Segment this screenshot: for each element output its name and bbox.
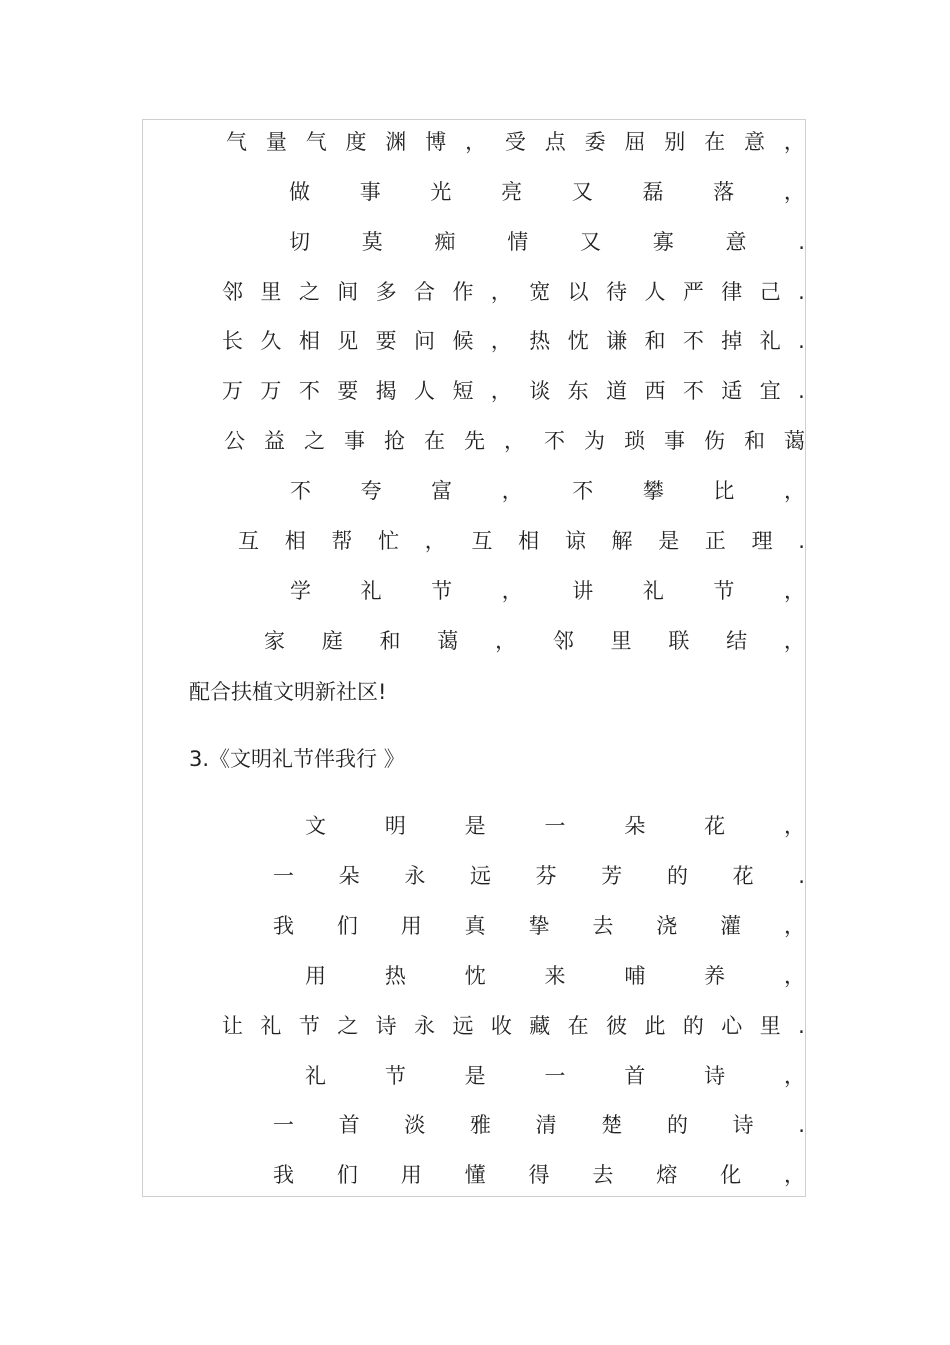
- poem-char: 益: [264, 429, 285, 453]
- poem-char: 邻: [552, 629, 574, 653]
- poem-char: 宽: [529, 280, 551, 304]
- poem-char: 一: [273, 1113, 294, 1137]
- poem-char: 不: [682, 329, 704, 353]
- poem-char: ，: [783, 479, 805, 503]
- poem-char: 芬: [535, 864, 557, 888]
- poem-char: 挚: [528, 914, 550, 938]
- poem-char: .: [798, 864, 805, 888]
- poem-char: ，: [501, 579, 523, 603]
- poem-char: 意: [725, 230, 747, 254]
- poem-char: 我: [273, 1163, 294, 1187]
- poem-two-line: [222, 326, 805, 356]
- poem-char: 要: [337, 379, 359, 403]
- poem-char: 帮: [331, 529, 353, 553]
- poem-two-line: [222, 376, 805, 406]
- poem-char: 作: [452, 280, 474, 304]
- poem-char: 是: [464, 814, 486, 838]
- poem-char: 远: [452, 1014, 474, 1038]
- poem-char: 西: [644, 379, 666, 403]
- poem-char: 为: [584, 429, 605, 453]
- poem-char: .: [798, 230, 805, 254]
- poem-char: 受: [504, 130, 526, 154]
- poem-char: 花: [732, 864, 754, 888]
- poem-char: 去: [592, 1163, 614, 1187]
- poem-char: 气: [226, 130, 247, 154]
- poem-two-line: [289, 177, 805, 207]
- poem-char: 热: [529, 329, 551, 353]
- poem-char: 家: [264, 629, 285, 653]
- poem-char: 气: [305, 130, 327, 154]
- poem-char: 以: [567, 280, 589, 304]
- poem-char: 不: [572, 479, 594, 503]
- poem-char: 节: [298, 1014, 320, 1038]
- poem-two-line: [289, 227, 805, 257]
- poem-three-line: [273, 1160, 805, 1190]
- poem-char: 度: [345, 130, 367, 154]
- poem-char: 学: [290, 579, 311, 603]
- poem-char: 莫: [361, 230, 383, 254]
- poem-char: 理: [751, 529, 773, 553]
- poem-char: 忱: [567, 329, 589, 353]
- poem-char: 问: [414, 329, 436, 353]
- poem-char: 庭: [321, 629, 343, 653]
- poem-char: 人: [644, 280, 666, 304]
- poem-char: 谅: [564, 529, 586, 553]
- poem-char: 之: [304, 429, 325, 453]
- poem-char: ，: [783, 629, 805, 653]
- poem-char: 一: [273, 864, 294, 888]
- poem-char: 又: [580, 230, 601, 254]
- poem-char: 伤: [704, 429, 725, 453]
- poem-char: 短: [452, 379, 474, 403]
- poem-char: 文: [305, 814, 326, 838]
- poem-char: 得: [528, 1163, 550, 1187]
- poem-three-line: [222, 1011, 805, 1041]
- poem-char: 首: [624, 1064, 646, 1088]
- poem-char: 忱: [464, 964, 486, 988]
- poem-char: 节: [384, 1064, 406, 1088]
- poem-char: 永: [414, 1014, 436, 1038]
- poem-char: 见: [337, 329, 359, 353]
- poem-char: .: [798, 1014, 805, 1038]
- poem-char: 长: [222, 329, 243, 353]
- poem-char: 远: [469, 864, 491, 888]
- poem-char: .: [798, 529, 805, 553]
- poem-char: 和: [644, 329, 666, 353]
- poem-char: 意: [743, 130, 765, 154]
- poem-char: ，: [783, 130, 805, 154]
- poem-char: 是: [658, 529, 680, 553]
- poem-char: 在: [704, 130, 726, 154]
- poem-char: 在: [567, 1014, 589, 1038]
- poem-three-line: [305, 1061, 805, 1091]
- poem-char: 东: [567, 379, 589, 403]
- poem-char: 间: [337, 280, 359, 304]
- poem-char: 相: [298, 329, 320, 353]
- poem-char: 痴: [434, 230, 456, 254]
- poem-char: 雅: [469, 1113, 491, 1137]
- poem-char: 此: [644, 1014, 666, 1038]
- poem-three-line: [273, 861, 805, 891]
- poem-char: 养: [704, 964, 726, 988]
- poem-char: 礼: [642, 579, 664, 603]
- poem-char: 比: [713, 479, 735, 503]
- poem-char: 的: [682, 1014, 704, 1038]
- poem-char: .: [798, 1113, 805, 1137]
- poem-char: 相: [518, 529, 540, 553]
- poem-char: 楚: [601, 1113, 623, 1137]
- poem-char: 和: [379, 629, 401, 653]
- poem-char: 公: [224, 429, 245, 453]
- poem-char: ，: [490, 379, 512, 403]
- poem-char: 点: [544, 130, 566, 154]
- poem-char: 富: [431, 479, 453, 503]
- poem-char: ，: [783, 180, 805, 204]
- poem-char: 亮: [501, 180, 523, 204]
- poem-char: 一: [544, 1064, 566, 1088]
- poem-char: ，: [465, 130, 487, 154]
- poem-char: 揭: [375, 379, 397, 403]
- poem-char: 哺: [624, 964, 646, 988]
- poem-char: 合: [414, 280, 436, 304]
- poem-char: 蔼: [437, 629, 459, 653]
- poem-char: 节: [713, 579, 735, 603]
- poem-char: 懂: [464, 1163, 486, 1187]
- poem-three-line: [273, 911, 805, 941]
- poem-char: 收: [490, 1014, 512, 1038]
- poem-char: ，: [501, 479, 523, 503]
- poem-char: 道: [606, 379, 628, 403]
- poem-char: 在: [424, 429, 445, 453]
- poem-char: 彼: [606, 1014, 628, 1038]
- poem-char: 落: [713, 180, 735, 204]
- poem-char: 互: [238, 529, 259, 553]
- poem-char: 去: [592, 914, 614, 938]
- poem-char: 我: [273, 914, 294, 938]
- poem-char: 己: [759, 280, 781, 304]
- poem-char: 事: [664, 429, 685, 453]
- poem-char: ，: [504, 429, 525, 453]
- poem-char: ，: [783, 814, 805, 838]
- poem-char: 磊: [642, 180, 664, 204]
- poem-char: 的: [666, 1113, 688, 1137]
- poem-char: 掉: [721, 329, 743, 353]
- poem-char: 万: [222, 379, 243, 403]
- poem-char: 里: [610, 629, 632, 653]
- poem-char: 解: [611, 529, 633, 553]
- poem-two-closing-line: 配合扶植文明新社区!: [189, 680, 387, 704]
- poem-char: 别: [664, 130, 686, 154]
- poem-char: 相: [284, 529, 306, 553]
- poem-char: 是: [464, 1064, 486, 1088]
- poem-two-line: [224, 426, 805, 456]
- poem-char: 不: [682, 379, 704, 403]
- poem-char: 琐: [624, 429, 645, 453]
- poem-char: 多: [375, 280, 397, 304]
- poem-char: 事: [359, 180, 381, 204]
- poem-char: 里: [260, 280, 282, 304]
- poem-char: 永: [404, 864, 426, 888]
- poem-char: 朵: [338, 864, 360, 888]
- poem-char: 之: [298, 280, 320, 304]
- poem-three-line: [305, 811, 805, 841]
- poem-char: 灌: [720, 914, 742, 938]
- poem-char: 渊: [385, 130, 407, 154]
- poem-char: .: [798, 329, 805, 353]
- poem-char: 一: [544, 814, 566, 838]
- poem-char: ，: [495, 629, 517, 653]
- poem-char: 明: [384, 814, 406, 838]
- poem-char: 夸: [360, 479, 382, 503]
- poem-char: 寡: [652, 230, 674, 254]
- poem-char: 待: [606, 280, 628, 304]
- poem-char: 先: [464, 429, 485, 453]
- poem-char: 用: [400, 1163, 422, 1187]
- poem-char: 来: [544, 964, 566, 988]
- poem-char: 诗: [732, 1113, 754, 1137]
- poem-char: 做: [289, 180, 310, 204]
- poem-three-line: [305, 961, 805, 991]
- poem-char: 芳: [601, 864, 623, 888]
- poem-two-line: [226, 127, 805, 157]
- poem-char: 蔼: [784, 429, 805, 453]
- poem-char: 光: [430, 180, 452, 204]
- poem-char: 严: [682, 280, 704, 304]
- poem-char: 攀: [642, 479, 664, 503]
- poem-char: 又: [571, 180, 593, 204]
- poem-char: 让: [222, 1014, 243, 1038]
- poem-char: 用: [400, 914, 422, 938]
- poem-char: 讲: [572, 579, 594, 603]
- poem-two-line: [222, 277, 805, 307]
- poem-char: 藏: [529, 1014, 551, 1038]
- poem-two-line: [238, 526, 805, 556]
- poem-char: 节: [431, 579, 453, 603]
- poem-char: 情: [507, 230, 529, 254]
- poem-char: 不: [290, 479, 311, 503]
- poem-char: 久: [260, 329, 282, 353]
- poem-char: 博: [425, 130, 447, 154]
- poem-char: 真: [464, 914, 486, 938]
- poem-char: 候: [452, 329, 474, 353]
- poem-char: 万: [260, 379, 282, 403]
- poem-char: 抢: [384, 429, 405, 453]
- poem-char: .: [798, 379, 805, 403]
- poem-char: 礼: [360, 579, 382, 603]
- poem-char: 礼: [305, 1064, 326, 1088]
- poem-char: ，: [490, 280, 512, 304]
- poem-char: 熔: [656, 1163, 678, 1187]
- poem-char: 淡: [404, 1113, 426, 1137]
- poem-char: 谈: [529, 379, 551, 403]
- poem-char: 们: [336, 914, 358, 938]
- poem-char: ，: [424, 529, 446, 553]
- poem-char: 用: [305, 964, 326, 988]
- poem-char: ，: [490, 329, 512, 353]
- poem-char: 热: [384, 964, 406, 988]
- poem-char: ，: [783, 964, 805, 988]
- poem-two-line: [290, 476, 805, 506]
- poem-char: 们: [336, 1163, 358, 1187]
- poem-char: 诗: [375, 1014, 397, 1038]
- poem-char: 浇: [656, 914, 678, 938]
- poem-char: 首: [338, 1113, 360, 1137]
- poem-char: 适: [721, 379, 743, 403]
- poem-char: 要: [375, 329, 397, 353]
- poem-char: 正: [704, 529, 726, 553]
- poem-char: 不: [544, 429, 565, 453]
- poem-two-line: [290, 576, 805, 606]
- poem-char: 谦: [606, 329, 628, 353]
- poem-two-line: [264, 626, 805, 656]
- poem-char: 邻: [222, 280, 243, 304]
- poem-three-line: [273, 1110, 805, 1140]
- poem-char: 量: [265, 130, 287, 154]
- poem-three-heading: 3.《文明礼节伴我行 》: [189, 747, 405, 771]
- poem-char: 之: [337, 1014, 359, 1038]
- poem-char: 里: [759, 1014, 781, 1038]
- poem-char: 委: [584, 130, 606, 154]
- poem-char: 律: [721, 280, 743, 304]
- poem-char: 切: [289, 230, 310, 254]
- poem-char: 事: [344, 429, 365, 453]
- poem-char: 的: [666, 864, 688, 888]
- poem-char: 屈: [624, 130, 646, 154]
- poem-char: 礼: [260, 1014, 282, 1038]
- poem-char: 不: [298, 379, 320, 403]
- poem-char: .: [798, 280, 805, 304]
- poem-char: 化: [720, 1163, 742, 1187]
- poem-char: 礼: [759, 329, 781, 353]
- poem-char: 花: [704, 814, 726, 838]
- poem-char: 和: [744, 429, 765, 453]
- poem-char: 人: [414, 379, 436, 403]
- poem-char: 朵: [624, 814, 646, 838]
- poem-char: 结: [726, 629, 748, 653]
- poem-char: 清: [535, 1113, 557, 1137]
- poem-char: 互: [471, 529, 493, 553]
- poem-char: 忙: [378, 529, 400, 553]
- poem-char: 宜: [759, 379, 781, 403]
- poem-char: ，: [783, 1064, 805, 1088]
- poem-char: 联: [668, 629, 690, 653]
- poem-char: ，: [784, 1163, 805, 1187]
- poem-char: 心: [721, 1014, 743, 1038]
- poem-char: ，: [784, 914, 805, 938]
- poem-char: 诗: [704, 1064, 726, 1088]
- poem-char: ，: [783, 579, 805, 603]
